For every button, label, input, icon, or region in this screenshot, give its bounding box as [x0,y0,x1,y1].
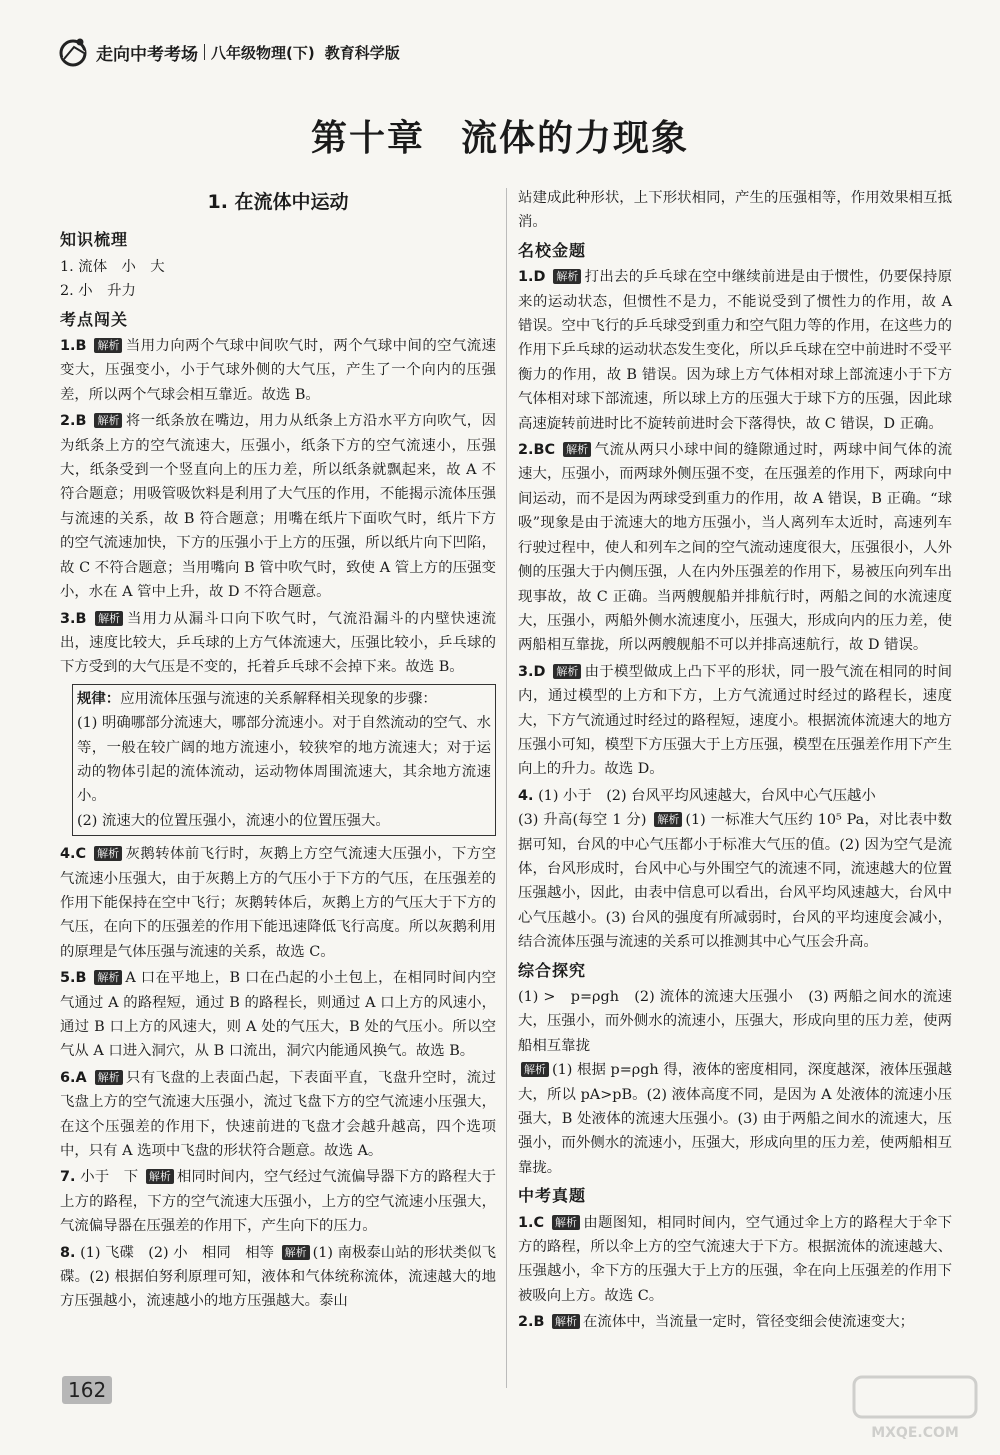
rule-box [72,684,496,836]
heading-famous-school: 名校金题 [518,240,587,260]
analysis-tag: 解析 [553,664,581,679]
answer-item: 1.B 解析 当用力向两个气球中间吹气时，两个气球中间的空气流速变大，压强变小，小于气球外侧的大气压，产生了一个向内的压强差，所以两个气球会相互靠近。故选 B。 [60,338,496,403]
chapter-number: 第十章 [310,118,425,159]
answer-item: 1.D 解析 打出去的乒乓球在空中继续前进是由于惯性，仍要保持原来的运动状态，但惯性不是力，不能说受到了惯性力的作用，故 A 错误。空中飞行的乒乓球受到重力和空气阻力等的作用，在这些力的作用下乒乓球的运动状态发生变化，所以乒乓球在空中前进时不受平衡力的作用，故 B 错误。因为球上方气体相对球上部流速小于下方气体相对球下部流速，所以球上方的压强大于球下方的压强，因此球高速旋转前进时比不旋转前进时会下落得快，故 C 错误，D 正确。 [518,269,952,432]
answer-item: 5.B 解析 A 口在平地上，B 口在凸起的小土包上，在相同时间内空气通过 A 的路程短，通过 B 的路程长，则通过 A 口上方的风速小，通过 B 口上方的风速大，则 A 处的气压大，B 处的气压小。所以空气从 A 口进入洞穴，从 B 口流出，洞穴内能通风换气。故选 B。 [60,970,496,1060]
analysis-tag: 解析 [282,1245,310,1260]
answer-item: (1) > p=ρgh (2) 流体的流速大压强小 (3) 两船之间水的流速大，压强小，而外侧水的流速小，压强大，形成向里的压力差，使两船相互靠拢 解析 (1) 根据 p=ρgh 得，液体的密度相同，深度越深，液体压强越大，所以 pA>pB。(2) 液体高度不同，是因为 A 处液体的流速小压强大，B 处液体的流速大压强小。(3) 由于两船之间水的流速大，压强小，而外侧水的流速小，压强大，形成向里的压力差，使两船相互靠拢。 [518,989,952,1176]
answer-item: 2.B 解析 将一纸条放在嘴边，用力从纸条上方沿水平方向吹气，因为纸条上方的空气流速大，压强小，纸条下方的空气流速小，压强大，纸条受到一个竖直向上的压力差，所以纸条就飘起来，故 A 不符合题意；用吸管吸饮料是利用了大气压的作用，不能揭示流体压强与流速的关系，故 B 符合题意；用嘴在纸片下面吹气时，纸片下方的空气流速加快，下方的压强小于上方的压强，所以纸片向下凹陷，故 C 不符合题意；当用嘴向 B 管中吹气时，致使 A 管上方的压强变小，水在 A 管中上升，故 D 不符合题意。 [60,413,496,601]
runner-logo-icon [58,37,92,67]
answer-item: 7. 小于 下 解析 相同时间内，空气经过气流偏导器下方的路程大于上方的路程，下方的空气流速大压强小，上方的空气流速小压强大，气流偏导器在压强差的作用下，产生向下的压力。 [60,1169,497,1235]
left-column [60,188,496,1316]
book-title: 八年级物理(下) [211,43,315,62]
analysis-tag: 解析 [94,413,122,428]
answer-item: 2.B 解析 在流体中，当流量一定时，管径变细会使流速变大； [518,1314,915,1331]
analysis-tag: 解析 [552,1215,580,1230]
header-divider [204,44,205,60]
rule-step-2: (2) 流速大的位置压强小，流速小的位置压强大。 [77,812,390,829]
answer-item: 6.A 解析 只有飞盘的上表面凸起，下表面平直，飞盘升空时，流过飞盘上方的空气流速大压强小，流过飞盘下方的空气流速小压强大，在这个压强差的作用下，快速前进的飞盘才会越升越高，四个选项中，只有 A 选项中飞盘的形状符合题意。故选 A。 [60,1069,496,1160]
page-header [58,34,400,70]
chapter-name: 流体的力现象 [461,118,690,159]
watermark-text: MXQE.COM [871,1425,959,1441]
answer-item: 8. (1) 飞碟 (2) 小 相同 相等 解析 (1) 南极泰山站的形状类似飞碟。(2) 根据伯努利原理可知，液体和气体统称流体，流速越大的地方压强越小，流速越小的地方压强越大。泰山 [60,1244,496,1310]
analysis-tag: 解析 [94,970,122,985]
heading-comprehensive: 综合探究 [518,960,587,980]
knowledge-item-2: 2. 小 升力 [60,283,136,300]
continued-text: 站建成此种形状，上下形状相同，产生的压强相等，作用效果相互抵消。 [518,190,952,231]
column-divider [506,188,507,1388]
publisher: 教育科学版 [324,43,400,62]
answer-item: 3.D 解析 由于模型做成上凸下平的形状，同一股气流在相同的时间内，通过模型的上方和下方，上方气流通过时经过的路程长，速度大，下方气流通过时经过的路程短，速度小。根据流体流速大的地方压强小可知，模型下方压强大于上方压强，模型在压强差作用下产生向上的升力。故选 D。 [518,663,952,778]
analysis-tag: 解析 [94,846,122,861]
heading-knowledge: 知识梳理 [60,230,129,250]
rule-intro: 应用流体压强与流速的关系解释相关现象的步骤： [120,690,437,707]
answer-item: 2.BC 解析 气流从两只小球中间的缝隙通过时，两球中间气体的流速大，压强小，而两球外侧压强不变，在压强差的作用下，两球向中间运动，而不是因为两球受到重力的作用，故 A 错误，B 正确。“球吸”现象是由于流速大的地方压强小，当人离列车太近时，高速列车行驶过程中，使人和列车之间的空气流动速度很大，压强很小，人外侧的压强大于内侧压强，人在内外压强差的作用下，易被压向列车出现事故，故 C 正确。当两艘舰船并排航行时，两船之间的水流速度大，压强小，两船外侧水流速度小，压强大，形成向内的压力差，使两船相互靠拢，所以两艘舰船不可以并排高速航行，故 D 错误。 [518,442,952,654]
rule-label: 规律： [77,690,121,707]
analysis-tag: 解析 [563,442,591,457]
analysis-tag: 解析 [94,338,122,353]
answer-item: 1.C 解析 由题图知，相同时间内，空气通过伞上方的路程大于伞下方的路程，所以伞上方的空气流速大于下方。根据流体的流速越大、压强越小，伞下方的压强大于上方的压强，伞在向上压强差的作用下被吸向上方。故选 C。 [518,1214,952,1304]
answer-item: 3.B 解析 当用力从漏斗口向下吹气时，气流沿漏斗的内壁快速流出，速度比较大，乒乓球的上方气体流速大，压强比较小，乒乓球的下方受到的大气压是不变的，托着乒乓球不会掉下来。故选 B。 [60,610,496,676]
right-column [518,186,952,1337]
chapter-title [0,110,1000,161]
analysis-tag: 解析 [95,1070,123,1085]
analysis-tag: 解析 [146,1169,174,1184]
watermark-stamp [850,1373,980,1443]
analysis-tag: 解析 [552,1314,580,1329]
answer-item: 4.C 解析 灰鹅转体前飞行时，灰鹅上方空气流速大压强小，下方空气流速小压强大，由于灰鹅上方的气压小于下方的气压，在压强差的作用下能保持在空中飞行；灰鹅转体后，灰鹅上方的气压大于下方的气压，在向下的压强差的作用下能迅速降低飞行高度。所以灰鹅利用的原理是气体压强与流速的关系，故选 C。 [60,846,496,960]
brand-name: 走向中考考场 [96,44,198,65]
answer-item: 4. (1) 小于 (2) 台风平均风速越大，台风中心气压越小 (3) 升高(每空 1 分) 解析 (1) 一标准大气压约 10⁵ Pa，对比表中数据可知，台风的中心气压都小于标准大气压的值。(2) 因为空气是流体，台风形成时，台风中心与外围空气的流速不同，流速越大的位置压强越小，因此，由表中信息可以看出，台风平均风速越大，台风中心气压越小。(3) 台风的强度有所减弱时，台风的平均速度会减小，结合流体压强与流速的关系可以推测其中心气压会升高。 [518,787,952,951]
heading-checkpoints: 考点闯关 [60,309,129,329]
analysis-tag: 解析 [654,812,682,827]
analysis-tag: 解析 [553,269,581,284]
page-number: 162 [62,1376,112,1404]
heading-exam: 中考真题 [518,1186,587,1206]
knowledge-item-1: 1. 流体 小 大 [60,258,165,275]
section-title: 1. 在流体中运动 [207,191,349,213]
analysis-tag: 解析 [521,1062,549,1077]
analysis-tag: 解析 [95,611,123,626]
rule-step-1: (1) 明确哪部分流速大，哪部分流速小。对于自然流动的空气、水等，一般在较广阔的地方流速小，较狭窄的地方流速大；对于运动的物体引起的流体流动，运动物体周围流速大，其余地方流速小。 [77,715,491,805]
